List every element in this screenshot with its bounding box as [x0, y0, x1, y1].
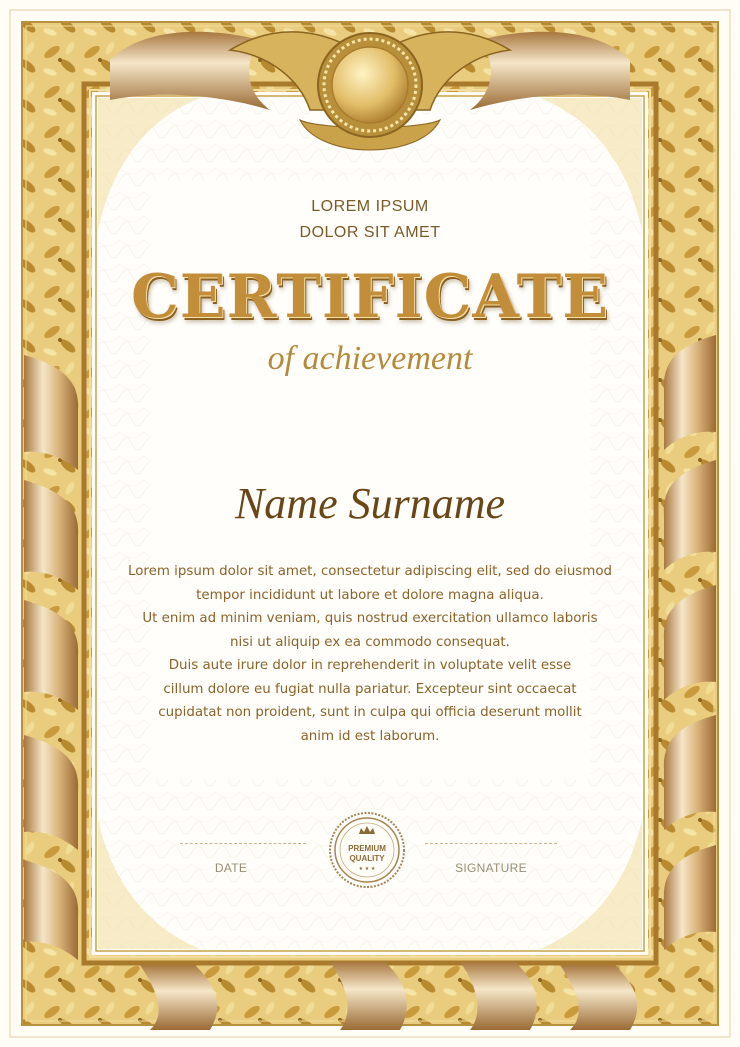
body-line: anim id est laborum. [300, 728, 440, 744]
body-line: nisi ut aliquip ex ea commodo consequat. [230, 634, 510, 650]
seal-line-1: PREMIUM [348, 844, 386, 853]
date-line [180, 843, 306, 844]
recipient-name: Name Surname [234, 479, 506, 528]
body-line: Duis aute irure dolor in reprehenderit in voluptate velit esse [168, 658, 572, 673]
signature-label: SIGNATURE [455, 861, 527, 875]
date-label: DATE [214, 861, 248, 875]
premium-quality-seal [327, 810, 407, 890]
header-line-2: DOLOR SIT AMET [299, 224, 441, 241]
body-line: tempor incididunt ut labore et dolore magna aliqua. [196, 587, 544, 603]
certificate-subtitle: of achievement [267, 340, 473, 377]
body-line: Ut enim ad minim veniam, quis nostrud exercitation ullamco laboris [142, 611, 598, 626]
certificate-title: CERTIFICATE [130, 262, 610, 332]
seal-stars: ★ ★ ★ [358, 866, 376, 872]
header-line-1: LOREM IPSUM [311, 198, 429, 215]
body-line: cupidatat non proident, sunt in culpa qui officia deserunt mollit [158, 705, 582, 720]
body-line: Lorem ipsum dolor sit amet, consectetur adipiscing elit, sed do eiusmod [127, 564, 613, 579]
body-line: cillum dolore eu fugiat nulla pariatur. Excepteur sint occaecat [163, 681, 577, 697]
signature-line [425, 843, 557, 844]
certificate-body [0, 560, 740, 748]
seal-line-2: QUALITY [349, 854, 385, 863]
